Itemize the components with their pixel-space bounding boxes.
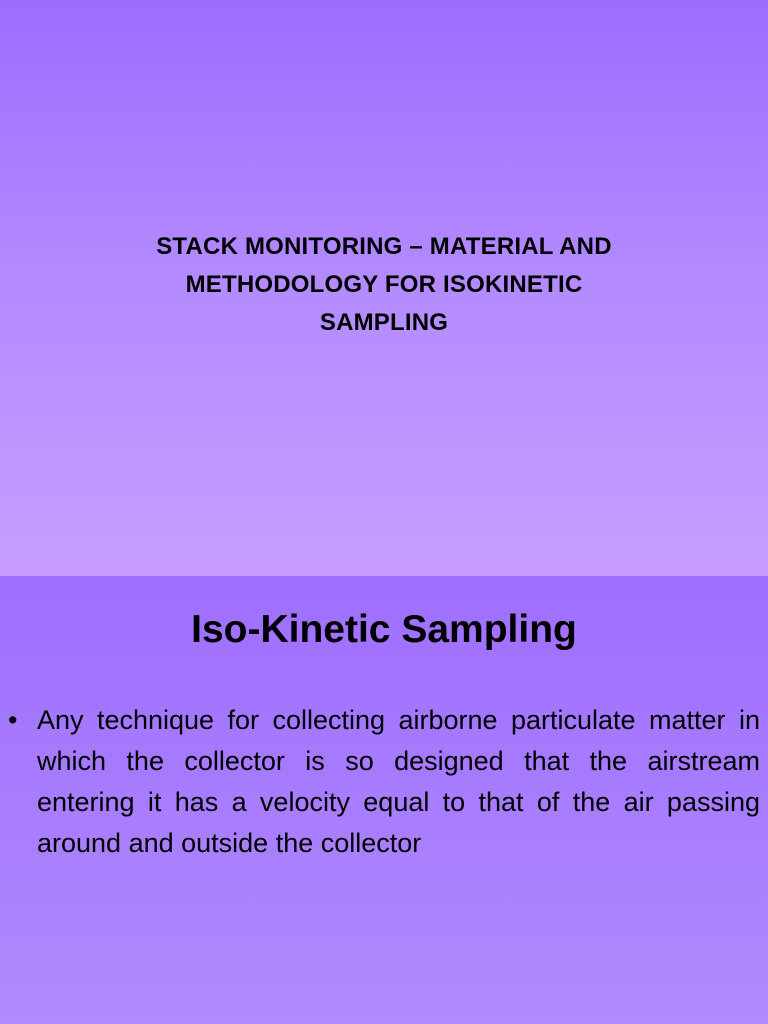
bullet-text: Any technique for collecting airborne particulate matter in which the collector is so designed that the airstream entering it has a velocity equal to that of the air passing around and outside the collector [37,705,760,858]
slide-title-line-1: STACK MONITORING – MATERIAL AND [156,233,612,260]
bullet-marker: • [8,705,18,735]
slide-title-line-3: SAMPLING [319,309,449,336]
content-slide [0,576,768,1024]
slide-title [0,228,768,342]
bullet-list-item [8,700,760,864]
slide-heading: Iso-Kinetic Sampling [191,608,577,651]
slide-title-line-2: METHODOLOGY FOR ISOKINETIC [185,271,583,298]
